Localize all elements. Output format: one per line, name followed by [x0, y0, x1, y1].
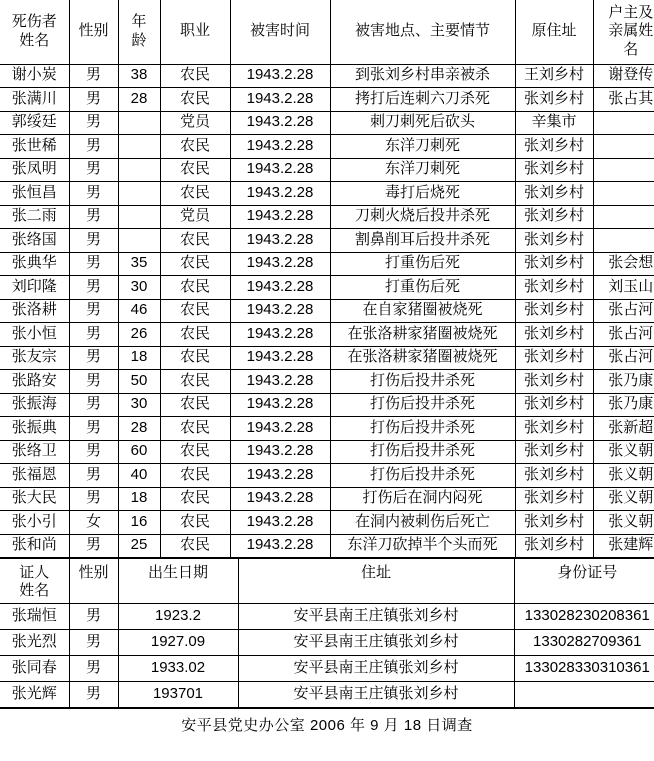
witness-gender-cell: 男 [69, 656, 118, 682]
gender-cell: 男 [69, 64, 118, 88]
origin-address-cell: 张刘乡村 [515, 252, 593, 276]
age-cell: 26 [118, 323, 160, 347]
table-row [0, 64, 654, 88]
family-name-cell: 张占河 [593, 323, 654, 347]
victim-name-cell: 张路安 [0, 370, 69, 394]
witness-gender-cell: 男 [69, 604, 118, 630]
age-cell: 30 [118, 393, 160, 417]
occupation-cell: 农民 [160, 135, 230, 159]
occupation-cell: 农民 [160, 346, 230, 370]
incident-date-cell: 1943.2.28 [230, 111, 330, 135]
incident-detail-cell: 打重伤后死 [330, 252, 515, 276]
origin-address-cell: 张刘乡村 [515, 346, 593, 370]
victim-name-cell: 张大民 [0, 487, 69, 511]
victim-name-cell: 张恒昌 [0, 182, 69, 206]
gender-cell: 男 [69, 158, 118, 182]
age-cell: 28 [118, 417, 160, 441]
witness-name-cell: 张光烈 [0, 630, 69, 656]
witness-address-cell: 安平县南王庄镇张刘乡村 [238, 656, 514, 682]
origin-address-cell: 张刘乡村 [515, 276, 593, 300]
origin-address-cell: 张刘乡村 [515, 487, 593, 511]
age-cell: 46 [118, 299, 160, 323]
origin-address-cell: 张刘乡村 [515, 534, 593, 558]
victim-name-cell: 张络国 [0, 229, 69, 253]
col-header-origin-address: 原住址 [515, 0, 593, 64]
id-number-cell: 133028330310361 [514, 656, 654, 682]
age-cell: 38 [118, 64, 160, 88]
origin-address-cell: 张刘乡村 [515, 299, 593, 323]
table-row [0, 604, 654, 630]
witness-table [0, 559, 654, 709]
table-row [0, 346, 654, 370]
col-header-age: 年龄 [118, 0, 160, 64]
family-name-cell: 刘玉山 [593, 276, 654, 300]
incident-detail-cell: 在张洛耕家猪圈被烧死 [330, 346, 515, 370]
gender-cell: 男 [69, 393, 118, 417]
age-cell [118, 135, 160, 159]
origin-address-cell: 张刘乡村 [515, 229, 593, 253]
table-row [0, 682, 654, 708]
gender-cell: 女 [69, 511, 118, 535]
victim-name-cell: 张二雨 [0, 205, 69, 229]
gender-cell: 男 [69, 276, 118, 300]
incident-date-cell: 1943.2.28 [230, 464, 330, 488]
incident-date-cell: 1943.2.28 [230, 299, 330, 323]
victim-name-cell: 张小引 [0, 511, 69, 535]
family-name-cell: 张义朝 [593, 464, 654, 488]
casualty-table-body [0, 64, 654, 558]
col-header-witness-address: 住址 [238, 559, 514, 604]
age-cell [118, 229, 160, 253]
origin-address-cell: 张刘乡村 [515, 323, 593, 347]
incident-date-cell: 1943.2.28 [230, 182, 330, 206]
family-name-cell [593, 182, 654, 206]
family-name-cell: 张义朝 [593, 440, 654, 464]
witness-name-cell: 张光辉 [0, 682, 69, 708]
table-row [0, 205, 654, 229]
incident-detail-cell: 打伤后在洞内闷死 [330, 487, 515, 511]
witness-address-cell: 安平县南王庄镇张刘乡村 [238, 682, 514, 708]
gender-cell: 男 [69, 370, 118, 394]
gender-cell: 男 [69, 323, 118, 347]
occupation-cell: 农民 [160, 182, 230, 206]
table-row [0, 464, 654, 488]
witness-gender-cell: 男 [69, 682, 118, 708]
family-name-cell [593, 158, 654, 182]
victim-name-cell: 张络卫 [0, 440, 69, 464]
table-row [0, 299, 654, 323]
table-row [0, 229, 654, 253]
victim-name-cell: 谢小炭 [0, 64, 69, 88]
incident-date-cell: 1943.2.28 [230, 88, 330, 112]
family-name-cell: 张义朝 [593, 511, 654, 535]
victim-name-cell: 张满川 [0, 88, 69, 112]
incident-detail-cell: 拷打后连刺六刀杀死 [330, 88, 515, 112]
incident-detail-cell: 刀刺火烧后投井杀死 [330, 205, 515, 229]
family-name-cell: 张建辉 [593, 534, 654, 558]
gender-cell: 男 [69, 229, 118, 253]
occupation-cell: 农民 [160, 299, 230, 323]
col-header-incident-detail: 被害地点、主要情节 [330, 0, 515, 64]
family-name-cell [593, 205, 654, 229]
table-row [0, 417, 654, 441]
age-cell: 25 [118, 534, 160, 558]
incident-date-cell: 1943.2.28 [230, 229, 330, 253]
occupation-cell: 农民 [160, 252, 230, 276]
victim-name-cell: 张世稀 [0, 135, 69, 159]
id-number-cell: 133028230208361 [514, 604, 654, 630]
col-header-family-name: 户主及亲属姓名 [593, 0, 654, 64]
age-cell: 35 [118, 252, 160, 276]
origin-address-cell: 张刘乡村 [515, 135, 593, 159]
age-cell: 16 [118, 511, 160, 535]
incident-detail-cell: 打伤后投井杀死 [330, 440, 515, 464]
age-cell [118, 158, 160, 182]
table-row [0, 534, 654, 558]
gender-cell: 男 [69, 135, 118, 159]
incident-date-cell: 1943.2.28 [230, 252, 330, 276]
table-row [0, 276, 654, 300]
incident-detail-cell: 东洋刀刺死 [330, 158, 515, 182]
victim-name-cell: 张和尚 [0, 534, 69, 558]
incident-detail-cell: 割鼻削耳后投井杀死 [330, 229, 515, 253]
family-name-cell: 张占河 [593, 346, 654, 370]
gender-cell: 男 [69, 487, 118, 511]
origin-address-cell: 张刘乡村 [515, 417, 593, 441]
origin-address-cell: 张刘乡村 [515, 88, 593, 112]
family-name-cell [593, 229, 654, 253]
family-name-cell: 张乃康 [593, 393, 654, 417]
incident-detail-cell: 到张刘乡村串亲被杀 [330, 64, 515, 88]
victim-name-cell: 郭绥廷 [0, 111, 69, 135]
id-number-cell [514, 682, 654, 708]
incident-date-cell: 1943.2.28 [230, 511, 330, 535]
incident-detail-cell: 打伤后投井杀死 [330, 370, 515, 394]
birth-date-cell: 1927.09 [118, 630, 238, 656]
table-row [0, 88, 654, 112]
occupation-cell: 党员 [160, 205, 230, 229]
col-header-incident-date: 被害时间 [230, 0, 330, 64]
table-row [0, 656, 654, 682]
family-name-cell: 谢登传 [593, 64, 654, 88]
col-header-id-number: 身份证号 [514, 559, 654, 604]
birth-date-cell: 1933.02 [118, 656, 238, 682]
table-row [0, 630, 654, 656]
occupation-cell: 农民 [160, 229, 230, 253]
origin-address-cell: 张刘乡村 [515, 511, 593, 535]
origin-address-cell: 张刘乡村 [515, 464, 593, 488]
origin-address-cell: 辛集市 [515, 111, 593, 135]
occupation-cell: 农民 [160, 158, 230, 182]
incident-date-cell: 1943.2.28 [230, 417, 330, 441]
table-row [0, 135, 654, 159]
origin-address-cell: 王刘乡村 [515, 64, 593, 88]
witness-table-header [0, 559, 654, 604]
victim-name-cell: 张福恩 [0, 464, 69, 488]
victim-name-cell: 张振典 [0, 417, 69, 441]
incident-detail-cell: 东洋刀砍掉半个头而死 [330, 534, 515, 558]
col-header-gender: 性别 [69, 0, 118, 64]
victim-name-cell: 张振海 [0, 393, 69, 417]
incident-date-cell: 1943.2.28 [230, 64, 330, 88]
col-header-birth-date: 出生日期 [118, 559, 238, 604]
incident-date-cell: 1943.2.28 [230, 487, 330, 511]
incident-date-cell: 1943.2.28 [230, 534, 330, 558]
age-cell: 30 [118, 276, 160, 300]
witness-gender-cell: 男 [69, 630, 118, 656]
gender-cell: 男 [69, 534, 118, 558]
occupation-cell: 农民 [160, 464, 230, 488]
col-header-occupation: 职业 [160, 0, 230, 64]
header-row [0, 0, 654, 64]
incident-detail-cell: 打伤后投井杀死 [330, 393, 515, 417]
incident-detail-cell: 在自家猪圈被烧死 [330, 299, 515, 323]
occupation-cell: 农民 [160, 511, 230, 535]
gender-cell: 男 [69, 252, 118, 276]
incident-date-cell: 1943.2.28 [230, 393, 330, 417]
table-row [0, 511, 654, 535]
occupation-cell: 党员 [160, 111, 230, 135]
table-row [0, 393, 654, 417]
incident-date-cell: 1943.2.28 [230, 346, 330, 370]
col-header-victim-name: 死伤者姓名 [0, 0, 69, 64]
occupation-cell: 农民 [160, 276, 230, 300]
origin-address-cell: 张刘乡村 [515, 370, 593, 394]
incident-detail-cell: 在洞内被刺伤后死亡 [330, 511, 515, 535]
age-cell: 18 [118, 487, 160, 511]
occupation-cell: 农民 [160, 323, 230, 347]
table-row [0, 252, 654, 276]
incident-detail-cell: 打伤后投井杀死 [330, 417, 515, 441]
victim-name-cell: 张洛耕 [0, 299, 69, 323]
incident-date-cell: 1943.2.28 [230, 135, 330, 159]
incident-date-cell: 1943.2.28 [230, 440, 330, 464]
age-cell: 40 [118, 464, 160, 488]
age-cell: 60 [118, 440, 160, 464]
table-row [0, 370, 654, 394]
origin-address-cell: 张刘乡村 [515, 158, 593, 182]
col-header-witness-gender: 性别 [69, 559, 118, 604]
incident-detail-cell: 打重伤后死 [330, 276, 515, 300]
occupation-cell: 农民 [160, 417, 230, 441]
occupation-cell: 农民 [160, 370, 230, 394]
table-row [0, 182, 654, 206]
origin-address-cell: 张刘乡村 [515, 440, 593, 464]
col-header-witness-name [0, 559, 69, 604]
survey-footer-note: 安平县党史办公室 2006 年 9 月 18 日调查 [181, 716, 473, 734]
witness-name-cell: 张瑞恒 [0, 604, 69, 630]
occupation-cell: 农民 [160, 440, 230, 464]
gender-cell: 男 [69, 111, 118, 135]
incident-date-cell: 1943.2.28 [230, 276, 330, 300]
family-name-cell: 张乃康 [593, 370, 654, 394]
occupation-cell: 农民 [160, 64, 230, 88]
table-row [0, 323, 654, 347]
birth-date-cell: 193701 [118, 682, 238, 708]
witness-name-cell: 张同春 [0, 656, 69, 682]
table-row [0, 111, 654, 135]
origin-address-cell: 张刘乡村 [515, 393, 593, 417]
incident-detail-cell: 在张洛耕家猪圈被烧死 [330, 323, 515, 347]
witness-address-cell: 安平县南王庄镇张刘乡村 [238, 604, 514, 630]
age-cell: 18 [118, 346, 160, 370]
gender-cell: 男 [69, 88, 118, 112]
occupation-cell: 农民 [160, 88, 230, 112]
gender-cell: 男 [69, 299, 118, 323]
gender-cell: 男 [69, 417, 118, 441]
occupation-cell: 农民 [160, 487, 230, 511]
header-row [0, 559, 654, 604]
occupation-cell: 农民 [160, 393, 230, 417]
gender-cell: 男 [69, 346, 118, 370]
victim-name-cell: 张凤明 [0, 158, 69, 182]
table-row [0, 487, 654, 511]
age-cell: 28 [118, 88, 160, 112]
incident-date-cell: 1943.2.28 [230, 158, 330, 182]
witness-name-label: 证人姓名 [19, 563, 50, 600]
origin-address-cell: 张刘乡村 [515, 205, 593, 229]
witness-table-body [0, 604, 654, 708]
gender-cell: 男 [69, 205, 118, 229]
origin-address-cell: 张刘乡村 [515, 182, 593, 206]
occupation-cell: 农民 [160, 534, 230, 558]
incident-detail-cell: 毒打后烧死 [330, 182, 515, 206]
incident-date-cell: 1943.2.28 [230, 370, 330, 394]
table-row [0, 440, 654, 464]
victim-name-cell: 张友宗 [0, 346, 69, 370]
family-name-cell: 张占其 [593, 88, 654, 112]
family-name-cell: 张占河 [593, 299, 654, 323]
gender-cell: 男 [69, 440, 118, 464]
witness-address-cell: 安平县南王庄镇张刘乡村 [238, 630, 514, 656]
incident-detail-cell: 打伤后投井杀死 [330, 464, 515, 488]
victim-name-cell: 张典华 [0, 252, 69, 276]
age-cell: 50 [118, 370, 160, 394]
victim-name-cell: 刘印隆 [0, 276, 69, 300]
family-name-cell [593, 111, 654, 135]
victim-name-cell: 张小恒 [0, 323, 69, 347]
incident-detail-cell: 刺刀刺死后砍头 [330, 111, 515, 135]
family-name-cell [593, 135, 654, 159]
age-cell [118, 182, 160, 206]
incident-date-cell: 1943.2.28 [230, 323, 330, 347]
age-cell [118, 111, 160, 135]
gender-cell: 男 [69, 464, 118, 488]
family-name-cell: 张义朝 [593, 487, 654, 511]
family-name-cell: 张会想 [593, 252, 654, 276]
incident-date-cell: 1943.2.28 [230, 205, 330, 229]
gender-cell: 男 [69, 182, 118, 206]
incident-detail-cell: 东洋刀刺死 [330, 135, 515, 159]
birth-date-cell: 1923.2 [118, 604, 238, 630]
casualty-table-header [0, 0, 654, 64]
family-name-cell: 张新超 [593, 417, 654, 441]
table-row [0, 158, 654, 182]
age-cell [118, 205, 160, 229]
id-number-cell: 1330282709361 [514, 630, 654, 656]
